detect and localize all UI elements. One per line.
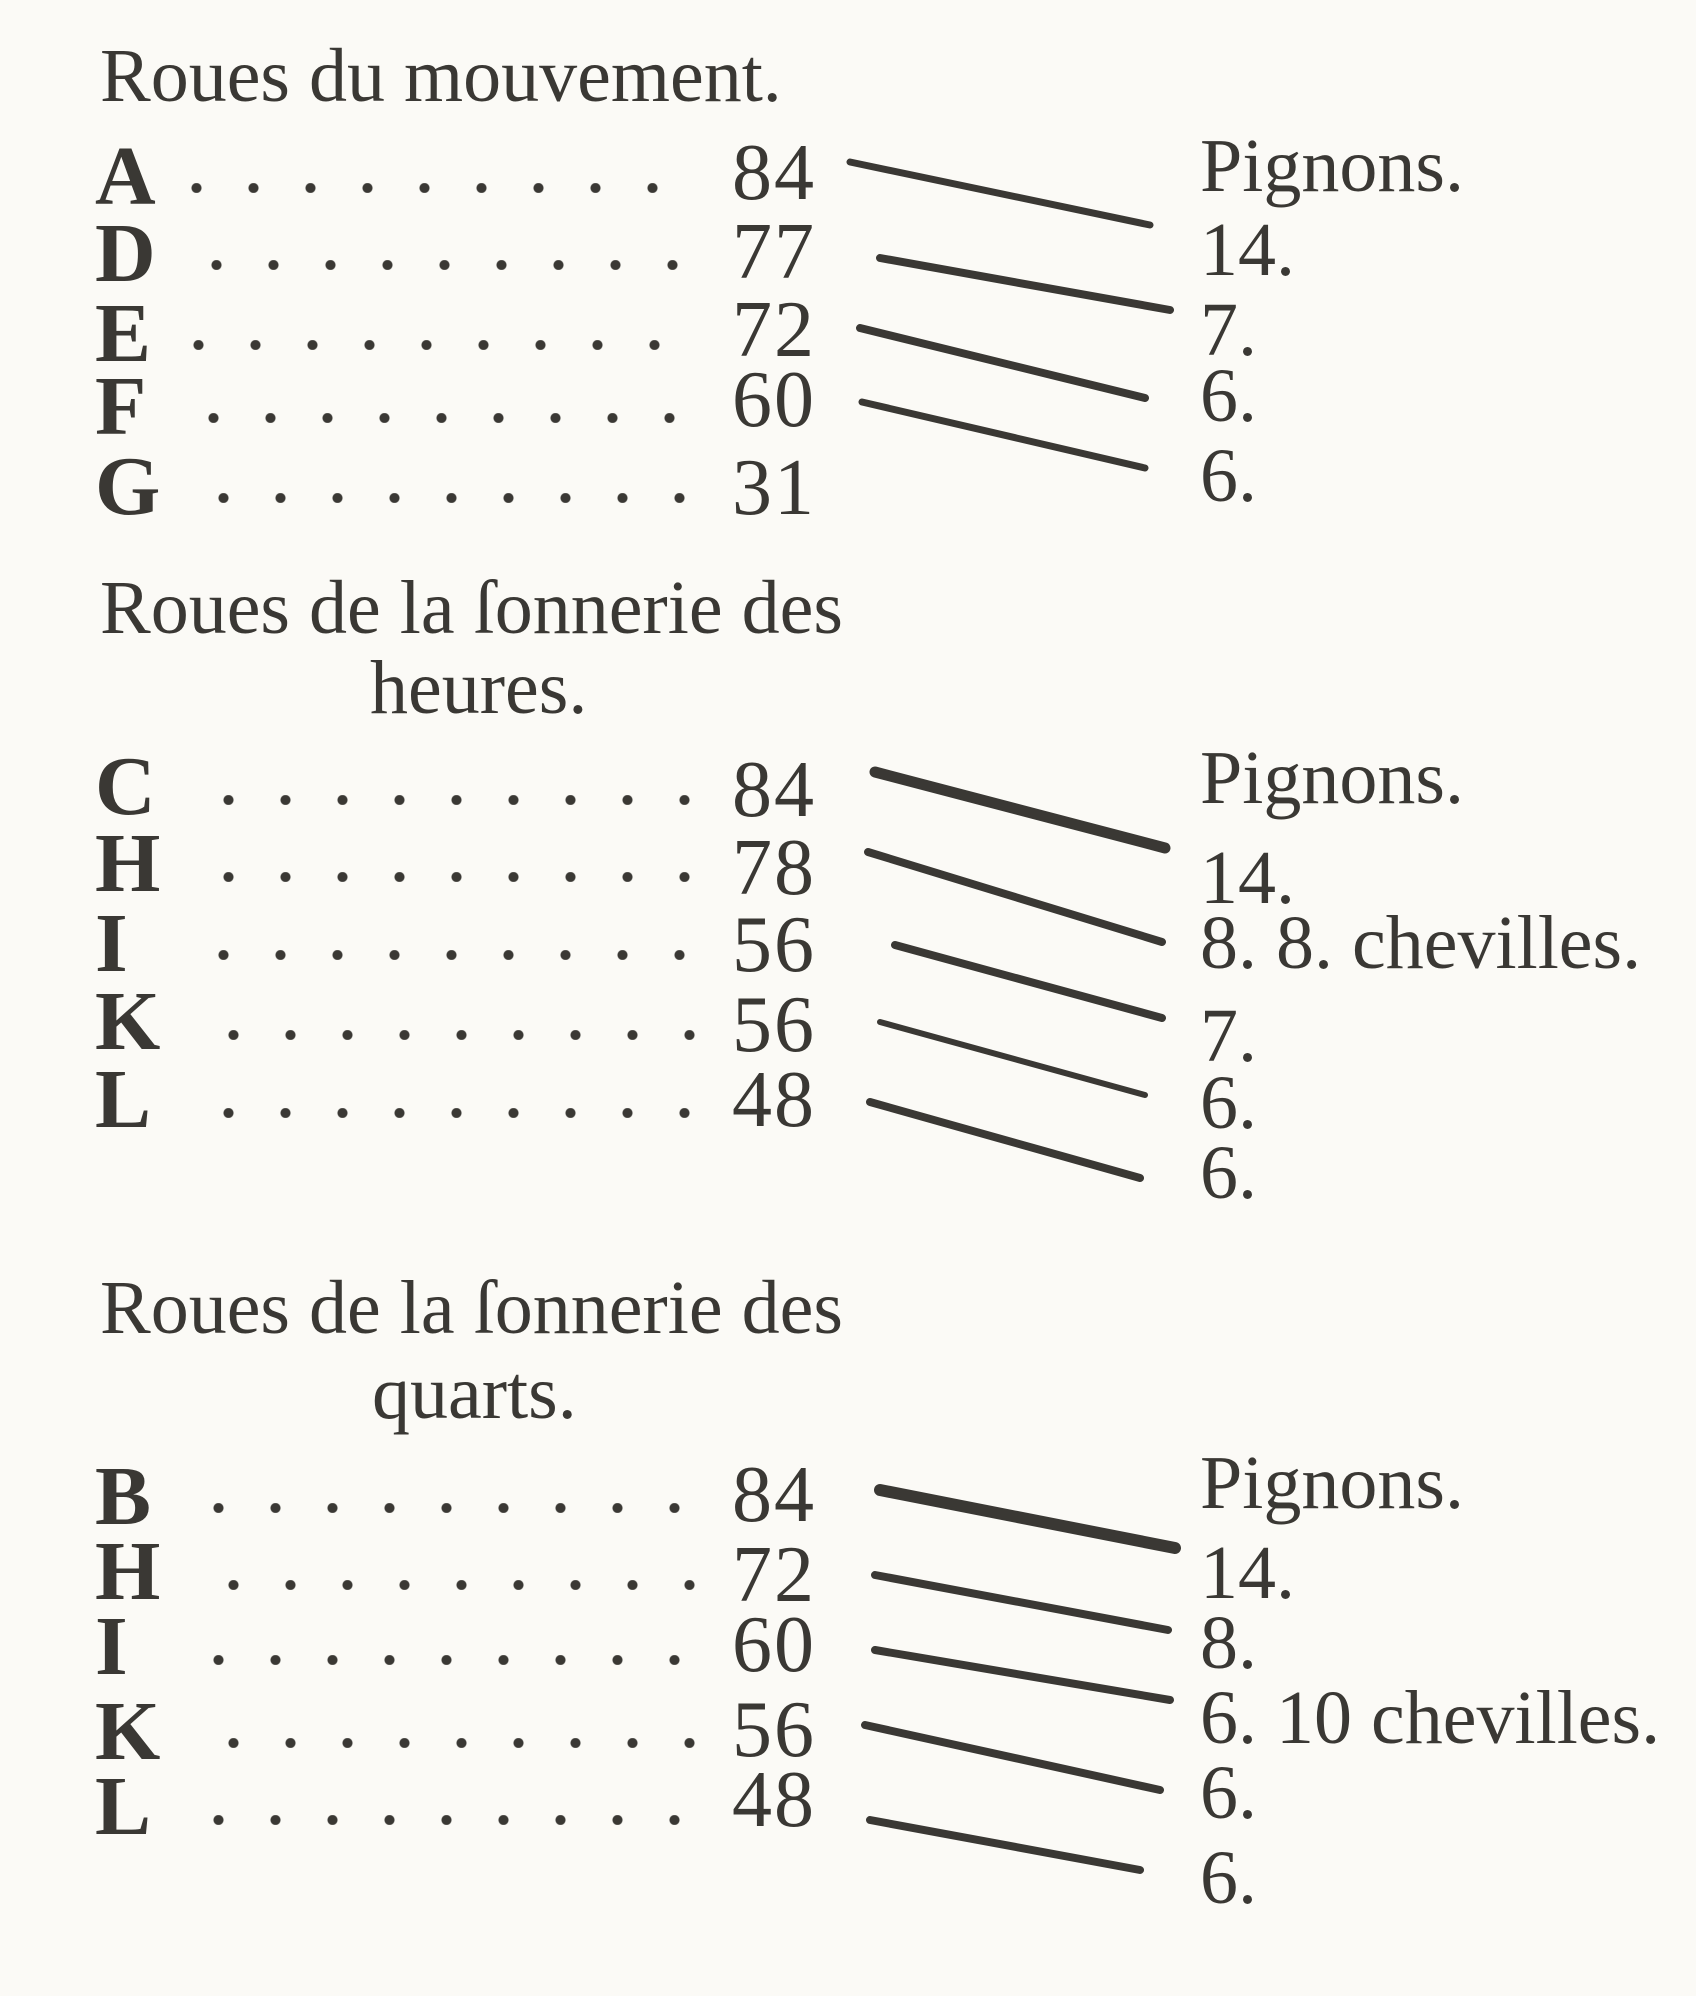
wheel-letter: F [95,360,147,453]
pinion-value: 6. [1200,1131,1257,1215]
pinions-heading: Pignons. [1200,124,1464,208]
wheel-teeth: 60 [732,356,816,444]
connector-line [860,328,1145,398]
wheel-letter: L [95,1760,152,1853]
wheel-teeth: 78 [732,824,816,912]
dot-leader [190,1655,700,1665]
wheel-letter: H [95,817,161,910]
dot-leader [195,493,695,503]
pinion-value: 6. [1200,1836,1257,1920]
pinion-value: 8. [1200,1601,1257,1685]
pinion-value: 14. [1200,208,1295,292]
dot-leader [190,1503,700,1513]
wheel-teeth: 84 [732,746,816,834]
pinions-heading: Pignons. [1200,736,1464,820]
wheel-letter: E [95,287,152,380]
connector-line [870,1820,1140,1870]
wheel-letter: B [95,1450,152,1543]
wheel-letter: G [95,440,161,533]
pinion-value: 7. [1200,994,1257,1078]
pinion-value: 8. 8. chevilles. [1200,901,1642,985]
pinion-value: 6. [1200,354,1257,438]
pinion-value: 6. [1200,434,1257,518]
wheel-letter: K [95,1685,161,1778]
wheel-teeth: 56 [732,1686,816,1774]
wheel-letter: C [95,740,156,833]
dot-leader [200,795,700,805]
wheel-teeth: 56 [732,981,816,1069]
section-title: Roues du mouvement. [100,34,782,118]
connector-line [868,852,1162,942]
connector-line [895,945,1162,1018]
wheel-teeth: 84 [732,1451,816,1539]
pinion-value: 7. [1200,288,1257,372]
dot-leader [205,1030,705,1040]
pinions-heading: Pignons. [1200,1441,1464,1525]
connector-line [875,1650,1170,1700]
pinion-value: 6. [1200,1061,1257,1145]
connector-line [865,1725,1160,1790]
wheel-teeth: 84 [732,129,816,217]
dot-leader [190,1815,700,1825]
wheel-teeth: 31 [732,444,816,532]
dot-leader [205,1580,700,1590]
wheel-letter: K [95,975,161,1068]
wheel-letter: H [95,1525,161,1618]
wheel-letter: A [95,130,156,223]
section-title: Roues de la ſonnerie des [100,566,843,650]
pinion-value: 14. [1200,1531,1295,1615]
wheel-teeth: 48 [732,1056,816,1144]
dot-leader [168,183,688,193]
wheel-letter: D [95,207,156,300]
section-title-continued: quarts. [372,1351,577,1435]
connector-line [880,1022,1145,1095]
wheel-teeth: 72 [732,1531,816,1619]
dot-leader [188,260,708,270]
wheel-letter: I [95,1600,128,1693]
connector-line [880,1490,1175,1548]
wheel-teeth: 60 [732,1601,816,1689]
connector-line [875,772,1165,848]
connector-line [875,1575,1168,1630]
wheel-teeth: 72 [732,286,816,374]
dot-leader [200,872,700,882]
wheel-letter: I [95,897,128,990]
connector-line [880,258,1170,310]
section-title: Roues de la ſonnerie des [100,1266,843,1350]
dot-leader [170,340,690,350]
wheel-letter: L [95,1053,152,1146]
pinion-value: 14. [1200,836,1295,920]
wheel-teeth: 48 [732,1756,816,1844]
connector-line [870,1102,1140,1178]
wheel-teeth: 77 [732,208,816,296]
connector-line [862,402,1145,468]
connector-line [850,162,1150,225]
dot-leader [195,950,695,960]
dot-leader [185,413,685,423]
pinion-value: 6. [1200,1751,1257,1835]
section-title-continued: heures. [370,646,588,730]
dot-leader [205,1738,700,1748]
wheel-teeth: 56 [732,901,816,989]
dot-leader [200,1108,700,1118]
pinion-value: 6. 10 chevilles. [1200,1676,1661,1760]
